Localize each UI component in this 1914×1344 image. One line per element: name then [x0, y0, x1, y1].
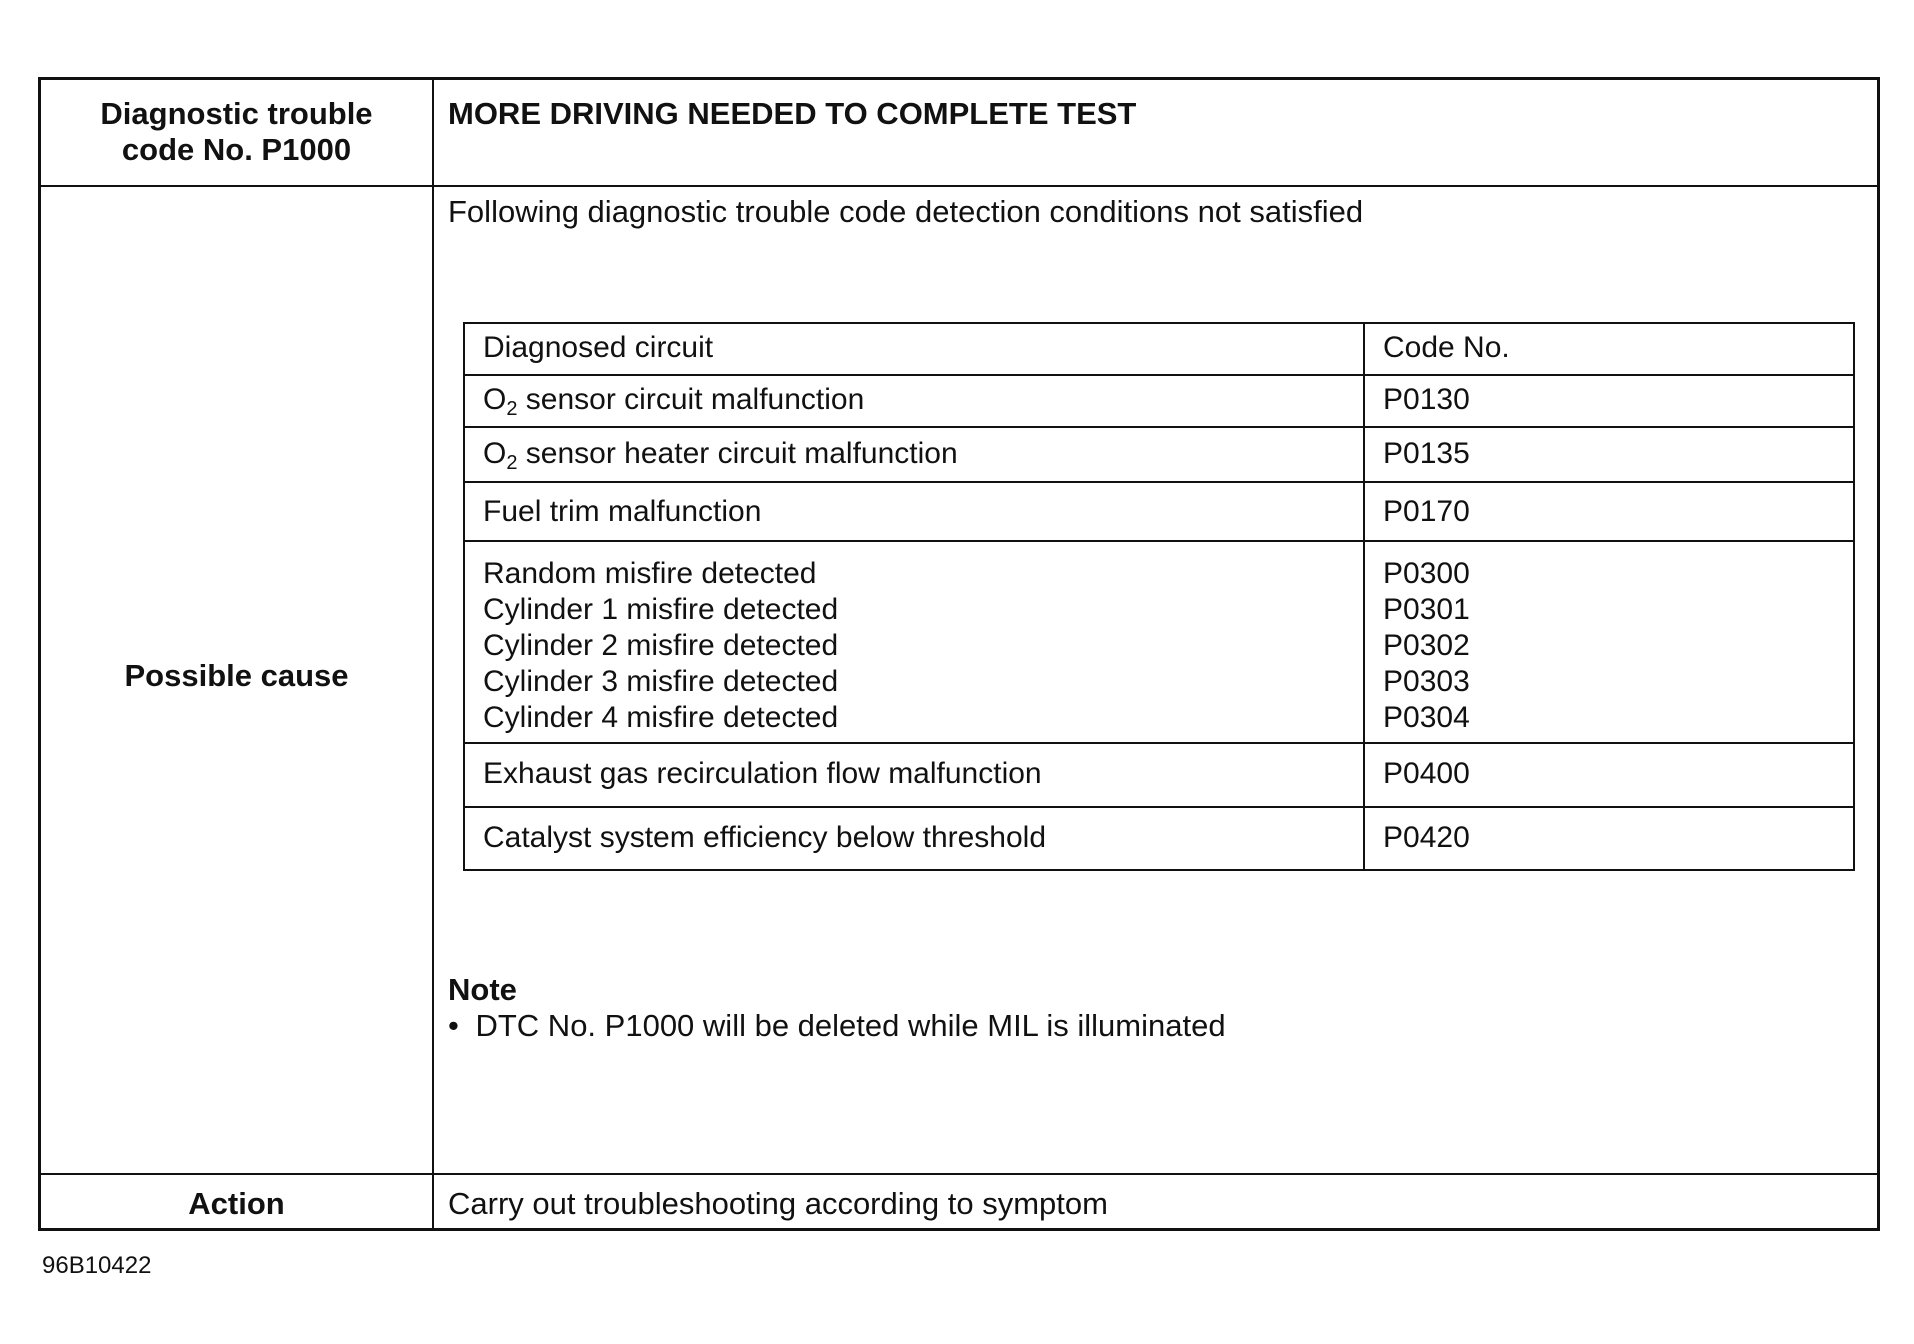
circuit-cell: Catalyst system efficiency below threshold	[483, 821, 1047, 854]
circuit-cell: $O_2$ sensor heater circuit malfunction	[483, 437, 958, 474]
circuit-line: Cylinder 3 misfire detected	[483, 665, 839, 698]
figure-code: 96B10422	[42, 1252, 152, 1279]
header-code-no: Code No.	[1383, 331, 1510, 364]
code-cell: P0170	[1383, 495, 1470, 528]
dtc-label	[41, 96, 432, 168]
action-text: Carry out troubleshooting according to symptom	[448, 1186, 1108, 1221]
code-cell	[1383, 556, 1470, 736]
circuit-line: Cylinder 4 misfire detected	[483, 701, 839, 734]
code-line: P0304	[1383, 701, 1470, 734]
table-row	[465, 542, 1853, 744]
code-line: P0301	[1383, 593, 1470, 626]
circuit-cell	[483, 556, 838, 736]
table-row	[465, 428, 1853, 483]
dtc-label-line1: Diagnostic trouble	[100, 96, 373, 131]
table-row	[465, 483, 1853, 542]
code-line: P0300	[1383, 557, 1470, 590]
circuit-line: Cylinder 1 misfire detected	[483, 593, 839, 626]
code-cell: P0135	[1383, 437, 1470, 470]
column-divider	[432, 77, 434, 1231]
table-row	[465, 808, 1853, 871]
note-text: DTC No. P1000 will be deleted while MIL is illuminated	[475, 1008, 1226, 1043]
diagnosed-circuit-table	[463, 322, 1855, 871]
header-diagnosed-circuit: Diagnosed circuit	[483, 331, 714, 364]
code-cell: P0420	[1383, 821, 1470, 854]
circuit-cell: Fuel trim malfunction	[483, 495, 762, 528]
table-row	[465, 744, 1853, 808]
code-line: P0302	[1383, 629, 1470, 662]
code-cell: P0130	[1383, 383, 1470, 416]
row-divider-header	[38, 185, 1880, 187]
action-label: Action	[188, 1186, 285, 1221]
dtc-label-line2: code No. P1000	[121, 132, 352, 167]
dtc-title: MORE DRIVING NEEDED TO COMPLETE TEST	[448, 96, 1137, 131]
circuit-line: Random misfire detected	[483, 557, 817, 590]
possible-cause-label: Possible cause	[124, 658, 349, 693]
note-title: Note	[448, 972, 517, 1007]
row-divider-action	[38, 1173, 1880, 1175]
circuit-cell: Exhaust gas recirculation flow malfunction	[483, 757, 1042, 790]
code-cell: P0400	[1383, 757, 1470, 790]
circuit-line: Cylinder 2 misfire detected	[483, 629, 839, 662]
possible-cause-intro: Following diagnostic trouble code detection conditions not satisfied	[448, 194, 1364, 229]
bullet-icon: •	[448, 1008, 459, 1043]
circuit-cell: $O_2$ sensor circuit malfunction	[483, 383, 865, 420]
code-line: P0303	[1383, 665, 1470, 698]
note-item	[448, 1008, 1226, 1044]
table-row	[465, 376, 1853, 428]
table-header-row	[465, 324, 1853, 376]
